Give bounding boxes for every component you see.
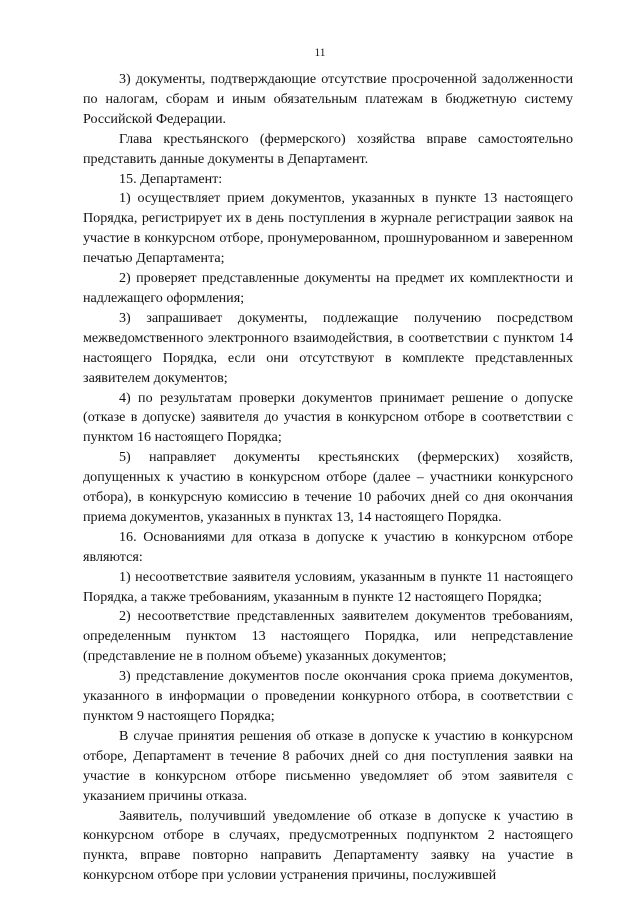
paragraph-15-item-4: 4) по результатам проверки документов принимает решение о допуске (отказе в допуске) заявителя до участия в конкурсном отборе в соответствии с пунктом 16 настоящего Порядка; [83,389,573,446]
paragraph-16-item-3: 3) представление документов после окончания срока приема документов, указанного в информации о проведении конкурного отбора, в соответствии с пунктом 9 настоящего Порядка; [83,668,573,724]
paragraph-15-item-1: 1) осуществляет прием документов, указанных в пункте 13 настоящего Порядка, регистрирует их в день поступления в журнале регистрации заявок на участие в конкурсном отборе, пронумерованном, прошнурованном и заверенном печатью Департамента; [83,190,573,267]
paragraph-head-right: Глава крестьянского (фермерского) хозяйства вправе самостоятельно представить данные документы в Департамент. [83,130,573,167]
paragraph-section-15: 15. Департамент: [119,170,223,187]
paragraph-15-item-5: 5) направляет документы крестьянских (фермерских) хозяйств, допущенных к участию в конкурсном отборе (далее – участники конкурсного отбора), в конкурсную комиссию в течение 10 рабочих дней со дня окончания приема документов, указанных в пунктах 13, 14 настоящего Порядка. [83,449,573,525]
paragraph-section-16: 16. Основаниями для отказа в допуске к участию в конкурсном отборе являются: [83,528,573,565]
page-number: 11 [314,47,326,59]
paragraph-16-item-1: 1) несоответствие заявителя условиям, указанным в пункте 11 настоящего Порядка, а также требованиям, указанным в пункте 12 настоящего Порядка; [83,568,573,605]
paragraph-15-item-3: 3) запрашивает документы, подлежащие получению посредством межведомственного электронного взаимодействия, в соответствии с пунктом 14 настоящего Порядка, если они отсутствуют в комплекте представленных заявителем документов; [83,309,573,386]
paragraph-item-3-documents: 3) документы, подтверждающие отсутствие просроченной задолженности по налогам, сборам и иным обязательным платежам в бюджетную систему Российской Федерации. [83,71,573,127]
paragraph-refusal-notice: В случае принятия решения об отказе в допуске к участию в конкурсном отборе, Департамент в течение 8 рабочих дней со дня поступления заявки на участие в конкурсном отборе письменно уведомляет об этом заявителя с указанием причины отказа. [83,727,573,804]
paragraph-15-item-2: 2) проверяет представленные документы на предмет их комплектности и надлежащего оформления; [83,270,573,306]
paragraph-resubmission: Заявитель, получивший уведомление об отказе в допуске к участию в конкурсном отборе в случаях, предусмотренных подпунктом 2 настоящего пункта, вправе повторно направить Департаменту заявку на участие в конкурсном отборе при условии устранения причины, послужившей [83,807,573,884]
paragraph-16-item-2: 2) несоответствие представленных заявителем документов требованиям, определенным пунктом 13 настоящего Порядка, или непредставление (представление не в полном объеме) указанных документов; [83,608,573,665]
document-body [83,70,573,886]
